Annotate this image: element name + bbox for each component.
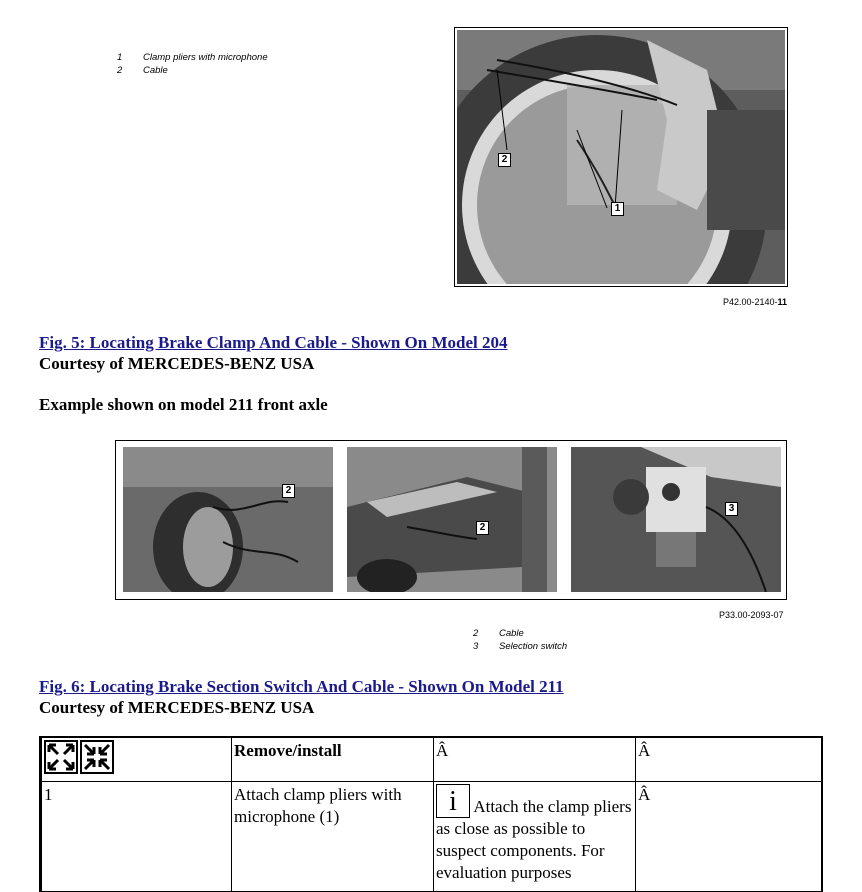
row1-step-number: 1 <box>41 781 232 891</box>
tools-cell <box>41 737 232 781</box>
table-header-row <box>41 737 823 781</box>
fig6-callout-2a: 2 <box>282 484 295 498</box>
fig5-callout-1: 1 <box>611 202 624 216</box>
fig6-photo-car <box>347 447 557 592</box>
fig6-legend <box>473 627 567 653</box>
table-row <box>41 781 823 891</box>
fig6-courtesy: Courtesy of MERCEDES-BENZ USA <box>39 698 315 717</box>
row1-action: Attach clamp pliers with microphone (1) <box>232 781 434 891</box>
fig5-courtesy: Courtesy of MERCEDES-BENZ USA <box>39 354 315 373</box>
fig6-photo-strip <box>115 440 787 600</box>
row1-col4: Â <box>636 781 823 891</box>
fig6-car-illustration <box>347 447 557 592</box>
fig6-callout-2b: 2 <box>476 521 489 535</box>
fig6-legend-item-2: 2 Cable <box>473 628 524 639</box>
expand-tool-icon <box>44 740 78 774</box>
fig6-wheel-illustration <box>123 447 333 592</box>
fig5-photo <box>454 27 788 287</box>
info-icon: i <box>436 784 470 818</box>
fig6-photo-switch <box>571 447 781 592</box>
header-col3: Â <box>434 737 636 781</box>
procedure-table <box>39 736 823 892</box>
fig5-title-link[interactable]: Fig. 5: Locating Brake Clamp And Cable - Shown On Model 204 <box>39 333 508 352</box>
header-remove-install: Remove/install <box>232 737 434 781</box>
fig5-callout-2: 2 <box>498 153 511 167</box>
fig6-photo-wheel <box>123 447 333 592</box>
fig5-reference: P42.00-2140-11 <box>723 297 788 307</box>
fig6-switch-illustration <box>571 447 781 592</box>
row1-note-text: Attach the clamp pliers as close as possible to suspect components. For evaluation purposes <box>436 796 632 882</box>
header-col4: Â <box>636 737 823 781</box>
fig5-legend <box>117 51 268 77</box>
compress-tool-icon <box>80 740 114 774</box>
fig6-reference: P33.00-2093-07 <box>719 610 784 620</box>
fig5-legend-item-1: 1 Clamp pliers with microphone <box>117 52 268 63</box>
fig6-title-link[interactable]: Fig. 6: Locating Brake Section Switch And Cable - Shown On Model 211 <box>39 677 564 696</box>
example-note: Example shown on model 211 front axle <box>39 395 328 414</box>
row1-note <box>434 781 636 891</box>
fig6-callout-3: 3 <box>725 502 738 516</box>
fig5-legend-item-2: 2 Cable <box>117 65 168 76</box>
fig6-legend-item-3: 3 Selection switch <box>473 641 568 652</box>
